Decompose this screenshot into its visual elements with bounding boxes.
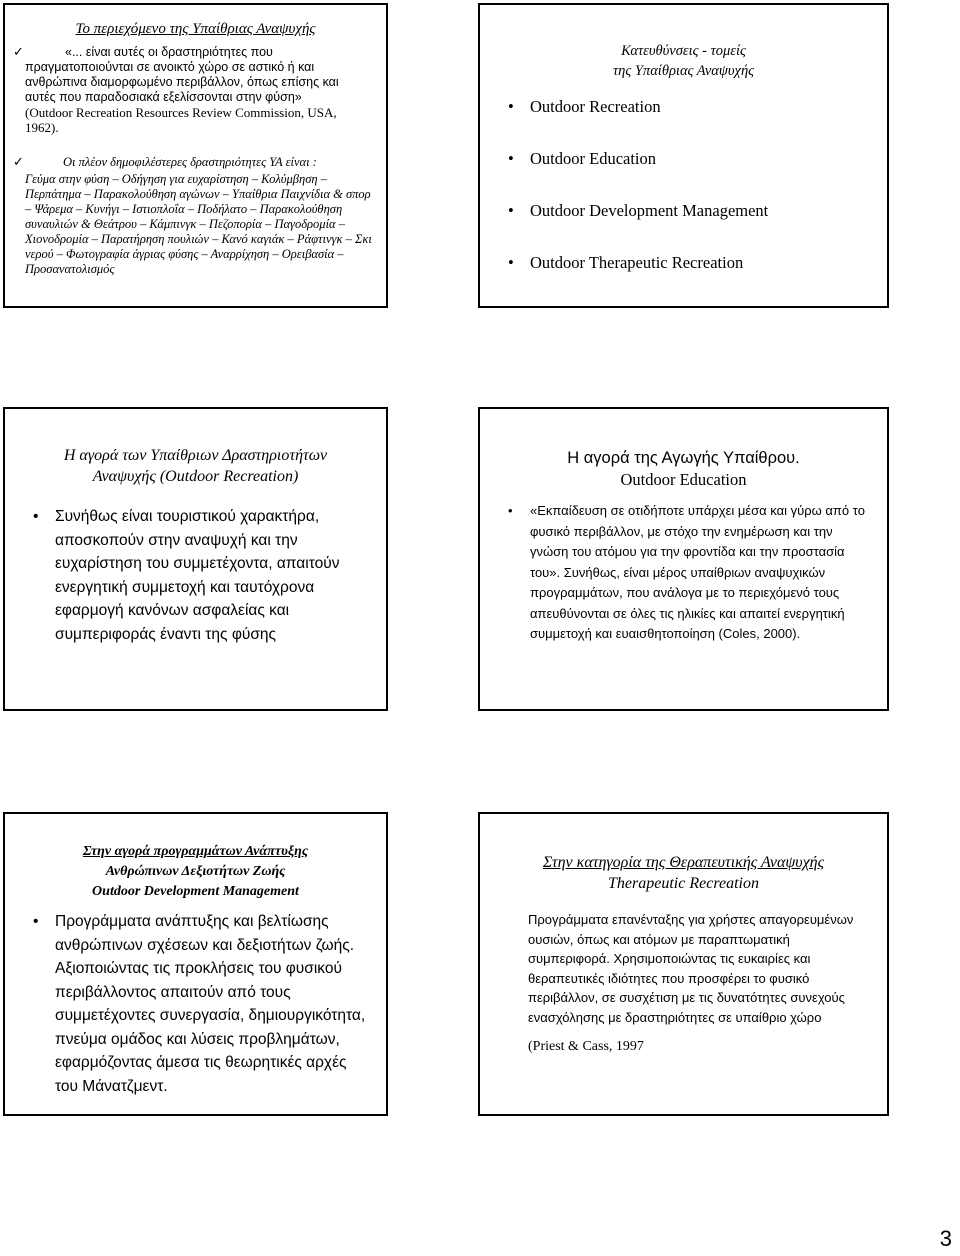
title-line: Στην αγορά προγραμμάτων Ανάπτυξης [82,844,309,859]
slide-content-overview [3,3,388,308]
list-item [25,505,366,646]
list-item-label: Outdoor Education [530,149,657,168]
slide-title [480,41,887,81]
list-item [500,149,877,201]
bullet-icon: • [508,201,514,220]
title-line: Κατευθύνσεις - τομείς [621,43,746,59]
slide-title: Το περιεχόμενο της Υπαίθριας Αναψυχής [75,21,316,37]
list-item [500,501,869,645]
definition-source: (Outdoor Recreation Resources Review Commission, USA, 1962). [25,105,337,135]
list-item-label: «Εκπαίδευση σε οτιδήποτε υπάρχει μέσα και γύρω από το φυσικό περιβάλλον, με στόχο την ενημέρωση και την γνώση του ατόμου για την φροντίδα και την προστασία του». Συνήθως, είναι μέρος υπαίθριων αναψυχικών προγραμμάτων, που ανάλογα με το περιεχόμενό τους απευθύνονται σε όλες τις ηλικίες και απαιτεί ενεργητική συμμετοχή και ευαισθητοποίηση (Coles, 2000). [530,503,865,641]
popular-heading: Οι πλέον δημοφιλέστερες δραστηριότητες ΥΑ είναι : [63,155,317,169]
definition-quote: «... είναι αυτές οι δραστηριότητες που πραγματοποιούνται σε ανοικτό χώρο σε αστικό ή και ανθρώπινα διαμορφωμένο περιβάλλον, όπως επίσης και αυτές που παραδοσιακά εξελίσσονται στην φύση» [25,45,339,104]
title-line: Outdoor Development Management [92,884,299,899]
bullet-icon: • [508,97,514,116]
slide-therapeutic-recreation [478,812,889,1116]
popular-activities [25,155,372,277]
bullet-icon: • [33,508,39,525]
slide-title [480,447,887,491]
list-item-label: Outdoor Therapeutic Recreation [530,253,744,272]
title-line: Η αγορά των Υπαίθριων Δραστηριοτήτων [63,447,328,464]
directions-list [500,97,877,305]
check-icon: ✓ [13,45,24,60]
popular-list: Γεύμα στην φύση – Οδήγηση για ευχαρίστηση – Κολύμβηση – Περπάτημα – Παρακολούθηση αγώνων – Υπαίθρια Παιχνίδια & σπορ – Ψάρεμα – Κυνήγι – Ιστιοπλοΐα – Ποδήλατο – Παρακολούθηση συναυλιών & Θεάτρου – Κάμπινγκ – Πεζοπορία – Παγοδρομία – Χιονοδρομία – Παρατήρηση πουλιών – Κανό καγιάκ – Ράφτινγκ – Σκι νερού – Φωτογραφία άγριας φύσης – Αναρρίχηση – Ορειβασία – Προσανατολισμός [25,172,372,276]
title-line: της Υπαίθριας Αναψυχής [612,63,755,79]
body-paragraph: Προγράμματα επανένταξης για χρήστες απαγορευμένων ουσιών, όπως και ατόμων με παραπτωματική συμπεριφορά. Χρησιμοποιώντας τις ευκαιρίες και θεραπευτικές ιδιότητες που προσφέρει το φυσικό περιβάλλον, σε συσχέτιση με τις δυνατότητες συνεχούς ενασχόλησης με δραστηριότητες σε υπαίθριο χώρο [528,912,854,1025]
title-line: Η αγορά της Αγωγής Υπαίθρου. [567,449,800,467]
title-line: Αναψυχής (Outdoor Recreation) [92,468,299,485]
list-item [25,910,366,1098]
slide-title [5,842,386,902]
title-line: Outdoor Education [620,470,747,489]
body-source: (Priest & Cass, 1997 [528,1039,644,1054]
bullet-icon: • [508,503,513,518]
slide-title [480,852,887,894]
bullet-icon: • [33,913,39,930]
list-item-label: Outdoor Recreation [530,97,661,116]
page-number: 3 [939,1226,952,1251]
list-item [500,201,877,253]
list-item [500,97,877,149]
title-line: Στην κατηγορία της Θεραπευτικής Αναψυχής [542,854,825,871]
definition-text [25,45,372,135]
bullet-icon: • [508,253,514,272]
list-item-label: Προγράμματα ανάπτυξης και βελτίωσης ανθρώπινων σχέσεων και δεξιοτήτων ζωής. Αξιοποιώντας τις προκλήσεις του φυσικού περιβάλλοντος απαιτούν από τους συμμετέχοντες συνεργασία, δημιουργικότητα, πνεύμα ομάδος και λύσεις προβλημάτων, εφαρμόζοντας άμεσα τις θεωρητικές αρχές του Μάνατζμεντ. [55,913,366,1095]
slide-title [5,445,386,487]
check-icon: ✓ [13,155,24,170]
bullet-icon: • [508,149,514,168]
list-item-label: Outdoor Development Management [530,201,769,220]
slide-directions [478,3,889,308]
list-item [500,253,877,305]
slide-development-management [3,812,388,1116]
title-line: Therapeutic Recreation [608,875,759,892]
slide-outdoor-education [478,407,889,711]
list-item-label: Συνήθως είναι τουριστικού χαρακτήρα, αποσκοπούν στην αναψυχή και την ευχαρίστηση του συμμετέχοντα, απαιτούν ενεργητική συμμετοχή και ταυτόχρονα εφαρμογή κανόνων ασφαλείας και συμπεριφοράς έναντι της φύσης [55,508,340,643]
body-text [528,910,863,1057]
slide-outdoor-recreation [3,407,388,711]
title-line: Ανθρώπινων Δεξιοτήτων Ζωής [105,864,286,879]
